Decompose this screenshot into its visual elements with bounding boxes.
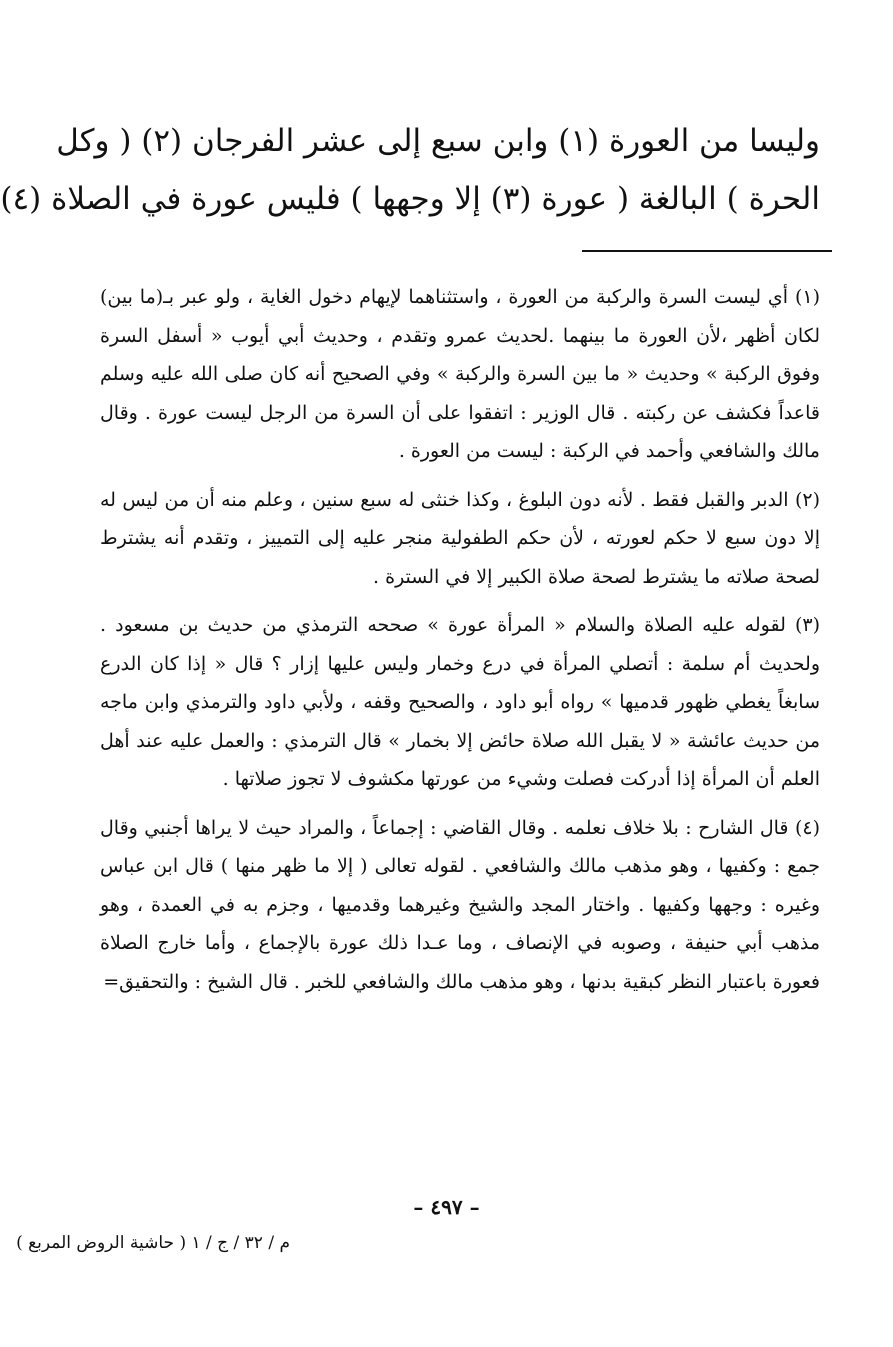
footnote-4: (٤) قال الشارح : بلا خلاف نعلمه . وقال القاضي : إجماعاً ، والمراد حيث لا يراها أجنبي وقال جمع : وكفيها ، وهو مذهب مالك والشافعي . لقوله تعالى ( إلا ما ظهر منها ) قال ابن عباس وغيره : وجهها وكفيها . واختار المجد والشيخ وغيرهما وقدميها ، وجزم به في العمدة ، وهو مذهب أبي حنيفة ، وصوبه في الإنصاف ، وما عـدا ذلك عورة بالإجماع ، وأما خارج الصلاة فعورة باعتبار النظر كبقية بدنها ، وهو مذهب مالك والشافعي للخبر . قال الشيخ : والتحقيق= <box>100 816 820 993</box>
footnotes <box>100 278 820 1011</box>
page-number: – ٤٩٧ – <box>413 1195 480 1219</box>
main-text-line-1: وليسا من العورة (١) وابن سبع إلى عشر الفرجان (٢) ( وكل <box>56 123 820 159</box>
footnote-divider <box>582 250 832 252</box>
print-signature: م / ٣٢ / ج / ١ ( حاشية الروض المربع ) <box>16 1233 290 1253</box>
footnote-1: (١) أي ليست السرة والركبة من العورة ، واستثناهما لإيهام دخول الغاية ، ولو عبر بـ(ما بين) لكان أظهر ،لأن العورة ما بينهما .لحديث عمرو وتقدم ، وحديث أبي أيوب « أسفل السرة وفوق الركبة » وحديث « ما بين السرة والركبة » وفي الصحيح أنه كان صلى الله عليه وسلم قاعداً فكشف عن ركبته . قال الوزير : اتفقوا على أن السرة من الرجل ليست عورة . وقال مالك والشافعي وأحمد في الركبة : ليست من العورة . <box>100 286 820 462</box>
footnote-3: (٣) لقوله عليه الصلاة والسلام « المرأة عورة » صححه الترمذي من حديث بن مسعود . ولحديث أم سلمة : أتصلي المرأة في درع وخمار وليس عليها إزار ؟ قال « إذا كان الدرع سابغاً يغطي ظهور قدميها » رواه أبو داود ، والصحيح وقفه ، ولأبي داود والترمذي وابن ماجه من حديث عائشة « لا يقبل الله صلاة حائض إلا بخمار » قال الترمذي : والعمل عليه عند أهل العلم أن المرأة إذا أدركت فصلت وشيء من عورتها مكشوف لا تجوز صلاتها . <box>100 614 820 790</box>
main-text-line-2: الحرة ) البالغة ( عورة (٣) إلا وجهها ) فليس عورة في الصلاة (٤) <box>0 181 820 217</box>
footnote-2: (٢) الدبر والقبل فقط . لأنه دون البلوغ ، وكذا خنثى له سبع سنين ، وعلم منه أن من ليس له إلا دون سبع لا حكم لعورته ، لأن حكم الطفولية منجر عليه إلى التمييز ، وتقدم أنه يشترط لصحة صلاته ما يشترط لصحة صلاة الكبير إلا في السترة . <box>100 488 820 588</box>
main-text <box>0 112 820 228</box>
